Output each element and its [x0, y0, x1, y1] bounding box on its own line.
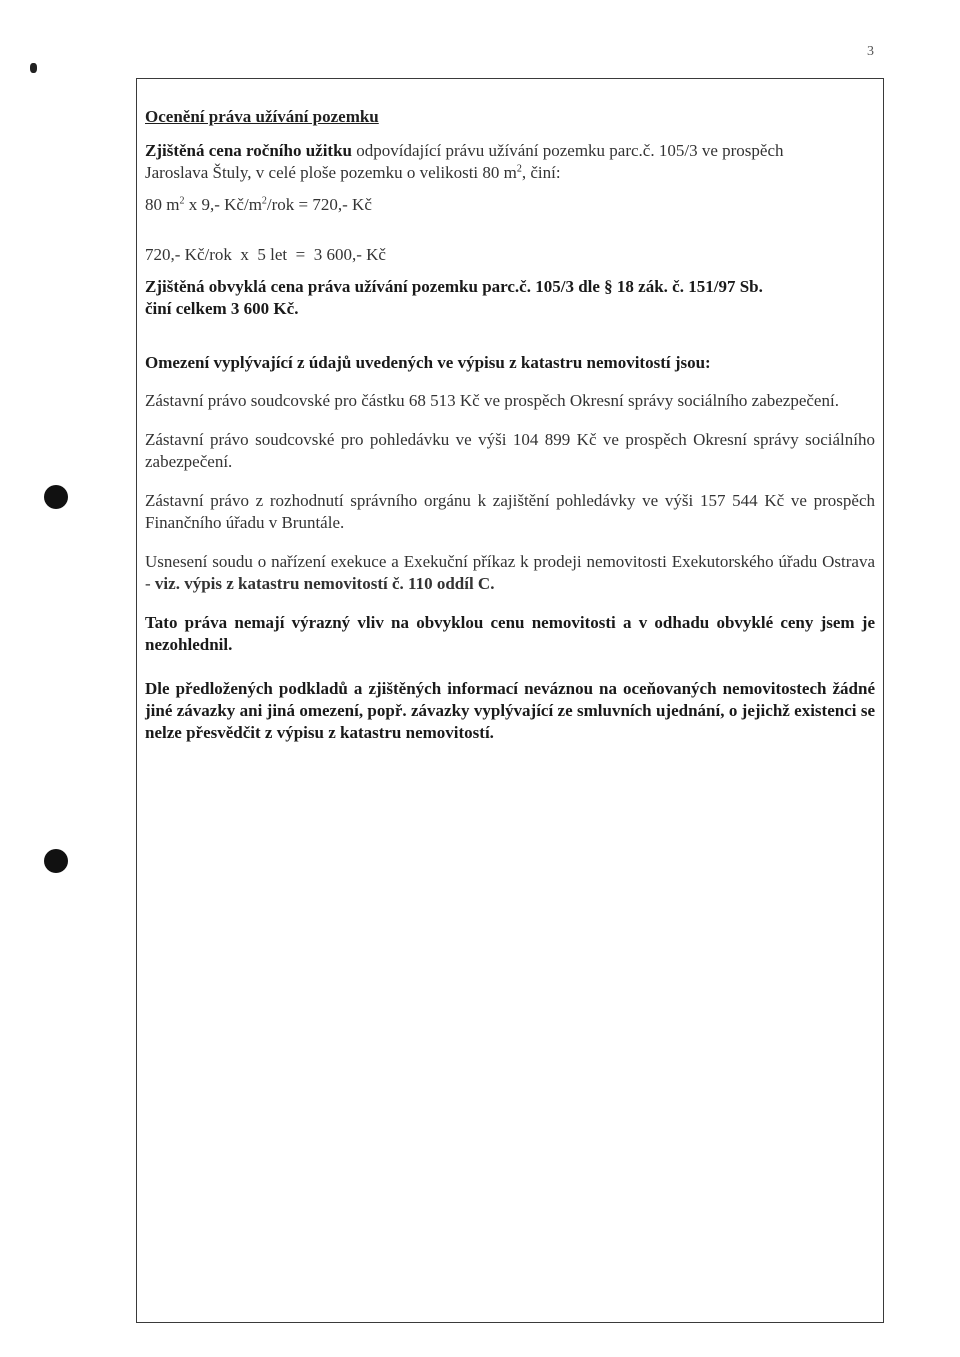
valuation-line2-end: , činí: — [521, 163, 561, 182]
conclusion-1: Tato práva nemají výrazný vliv na obvyklou cenu nemovitosti a v odhadu obvyklé ceny jsem je nezohlednil. — [145, 613, 875, 654]
valuation-paragraph — [145, 140, 875, 184]
valuation-line2: Jaroslava Štuly, v celé ploše pozemku o velikosti 80 m — [145, 163, 517, 182]
conclusion-2: Dle předložených podkladů a zjištěných informací neváznou na oceňovaných nemovitostech žádné jiné závazky ani jiná omezení, popř. závazky vyplývající ze smluvních ujednání, o jejichž existenci se nelze přesvědčit z výpisu z katastru nemovitostí. — [145, 679, 875, 742]
binder-hole-top — [44, 485, 68, 509]
valuation-result — [145, 276, 875, 320]
scan-mark — [30, 63, 37, 73]
binder-hole-bottom — [44, 849, 68, 873]
calculation-2: 720,- Kč/rok x 5 let = 3 600,- Kč — [145, 245, 386, 264]
restriction-4-reference: viz. výpis z katastru nemovitostí č. 110 oddíl C. — [154, 574, 495, 593]
restriction-1: Zástavní právo soudcovské pro částku 68 513 Kč ve prospěch Okresní správy sociálního zabezpečení. — [145, 391, 839, 410]
result-line2: činí celkem 3 600 Kč. — [145, 299, 299, 318]
section-title: Ocenění práva užívání pozemku — [145, 107, 379, 126]
document-body — [145, 106, 875, 744]
restriction-2: Zástavní právo soudcovské pro pohledávku ve výši 104 899 Kč ve prospěch Okresní správy sociálního zabezpečení. — [145, 430, 875, 471]
page-number: 3 — [867, 44, 874, 59]
valuation-line1: odpovídající právu užívání pozemku parc.č. 105/3 ve prospěch — [352, 141, 784, 160]
restriction-3: Zástavní právo z rozhodnutí správního orgánu k zajištění pohledávky ve výši 157 544 Kč ve prospěch Finančního úřadu v Bruntále. — [145, 491, 875, 532]
valuation-lead: Zjištěná cena ročního užitku — [145, 141, 353, 160]
restriction-4: Usnesení soudu o nařízení exekuce a Exekuční příkaz k prodeji nemovitosti Exekutorského úřadu Ostrava - viz. výpis z katastru nemovitostí č. 110 oddíl C. — [145, 552, 875, 593]
restrictions-heading: Omezení vyplývající z údajů uvedených ve výpisu z katastru nemovitostí jsou: — [145, 353, 711, 372]
result-line1: Zjištěná obvyklá cena práva užívání pozemku parc.č. 105/3 dle § 18 zák. č. 151/97 Sb. — [145, 277, 763, 296]
valuation-sup: 2 — [516, 163, 522, 175]
calculation-1: 80 $m^2$ x 9,- $Kč/m^2$/rok = 720,- Kč — [145, 195, 372, 214]
